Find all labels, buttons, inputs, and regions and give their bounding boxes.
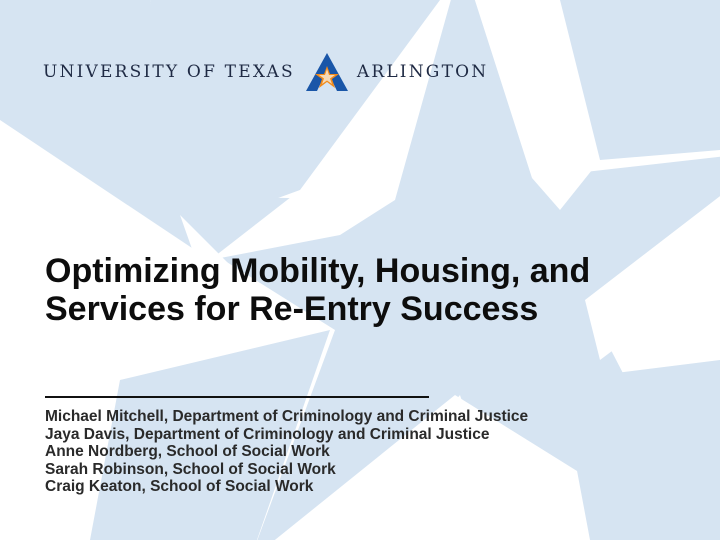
author-line: Anne Nordberg, School of Social Work	[45, 443, 330, 460]
title-divider	[45, 396, 429, 398]
author-list	[45, 408, 685, 496]
logo-right-text: ARLINGTON	[356, 62, 489, 82]
author-line: Sarah Robinson, School of Social Work	[45, 460, 336, 478]
slide-title-line-1: Optimizing Mobility, Housing, and	[45, 252, 591, 290]
university-logo	[43, 52, 488, 92]
logo-left-text: UNIVERSITY OF TEXAS	[43, 62, 295, 82]
author-line: Michael Mitchell, Department of Criminology and Criminal Justice	[45, 408, 529, 425]
slide-title-line-2: Services for Re-Entry Success	[45, 290, 539, 328]
author-line: Craig Keaton, School of Social Work	[45, 478, 314, 495]
uta-star-a-icon	[305, 52, 349, 92]
author-line: Jaya Davis, Department of Criminology and Criminal Justice	[45, 425, 490, 443]
slide-title	[45, 252, 685, 328]
